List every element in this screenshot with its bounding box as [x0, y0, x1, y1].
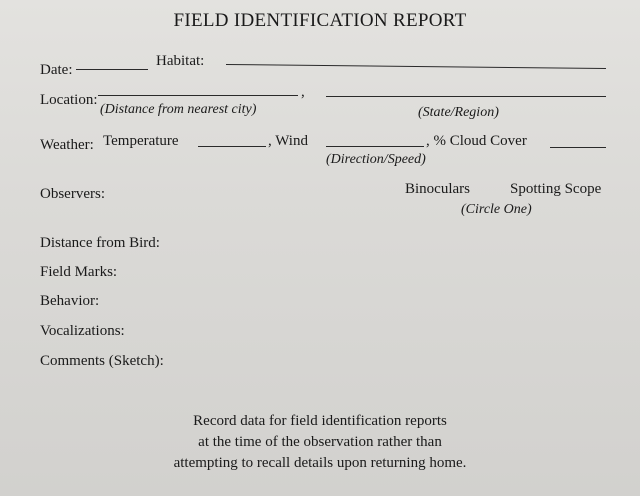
state-region-blank[interactable]: [326, 96, 606, 97]
location-label: Location:: [40, 92, 98, 108]
wind-label: , Wind: [268, 133, 308, 149]
instruction-note: [0, 411, 640, 474]
temperature-label: Temperature: [103, 133, 179, 149]
direction-speed-caption: (Direction/Speed): [326, 152, 426, 167]
note-line-3: attempting to recall details upon returning home.: [173, 455, 467, 471]
comments-label: Comments (Sketch):: [40, 353, 164, 369]
binoculars-option[interactable]: Binoculars: [405, 181, 470, 197]
note-line-2: at the time of the observation rather than: [198, 434, 442, 450]
city-distance-blank[interactable]: [98, 95, 298, 96]
weather-label: Weather:: [40, 137, 94, 153]
spotting-scope-option[interactable]: Spotting Scope: [510, 181, 602, 197]
field-marks-label: Field Marks:: [40, 264, 118, 280]
state-region-caption: (State/Region): [418, 105, 499, 120]
location-comma: ,: [301, 84, 305, 100]
temperature-blank[interactable]: [198, 146, 266, 147]
behavior-label: Behavior:: [40, 293, 100, 309]
distance-from-bird-label: Distance from Bird:: [40, 235, 160, 251]
habitat-label: Habitat:: [156, 53, 205, 69]
observers-label: Observers:: [40, 186, 105, 202]
habitat-blank[interactable]: [226, 64, 606, 69]
cloud-cover-label: , % Cloud Cover: [426, 133, 527, 149]
note-line-1: Record data for field identification reports: [193, 413, 447, 429]
vocalizations-label: Vocalizations:: [40, 323, 125, 339]
form-title: FIELD IDENTIFICATION REPORT: [173, 10, 467, 31]
date-label: Date:: [40, 62, 73, 78]
wind-blank[interactable]: [326, 146, 424, 147]
distance-city-caption: (Distance from nearest city): [100, 102, 257, 117]
date-blank[interactable]: [76, 69, 148, 70]
cloud-cover-blank[interactable]: [550, 147, 606, 148]
circle-one-caption: (Circle One): [461, 202, 532, 217]
